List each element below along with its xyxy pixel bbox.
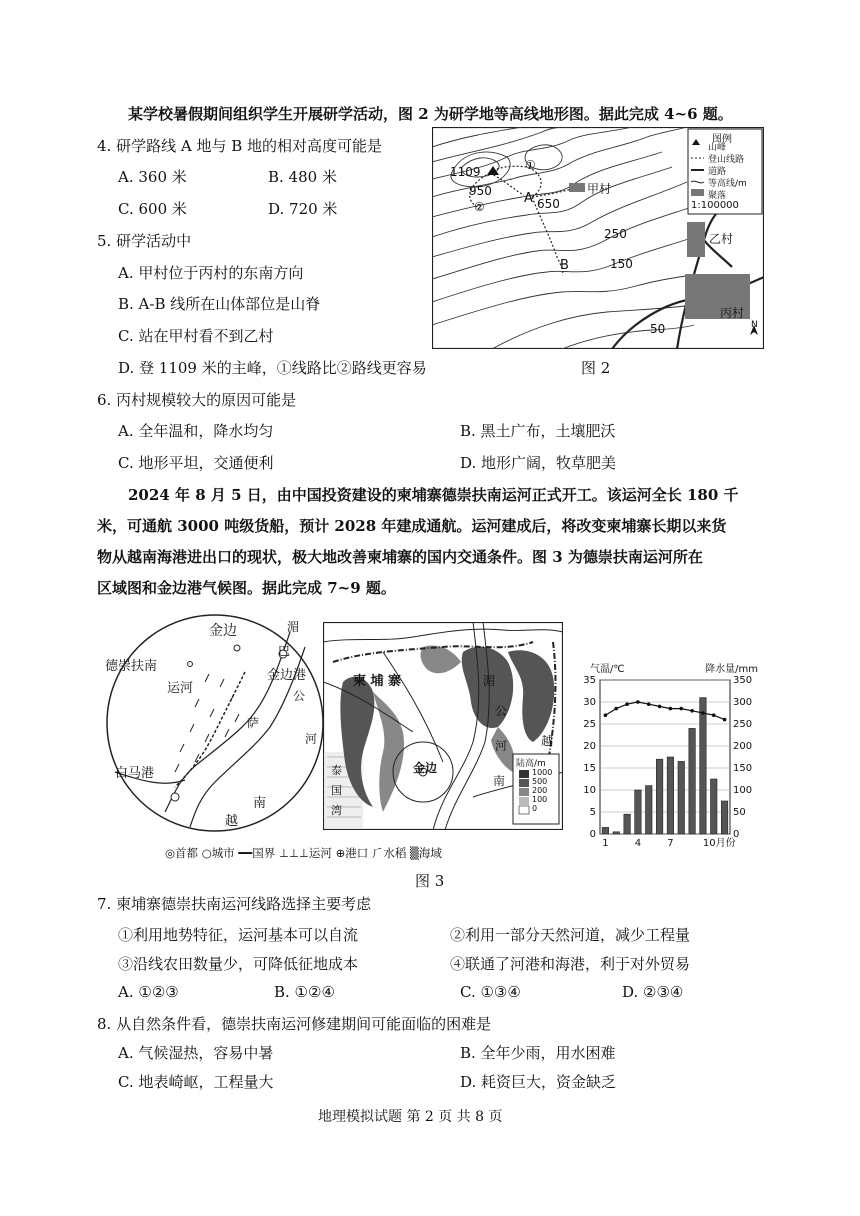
q4-option-c: C. 600 米: [118, 200, 187, 218]
temperature-point: [712, 713, 716, 717]
circle-label-ba: 巴: [278, 644, 291, 658]
precip-bar: [667, 757, 674, 834]
precip-bar: [711, 779, 718, 834]
elevation-0: 0: [532, 804, 538, 813]
left-axis-tick: 35: [583, 675, 596, 686]
q5-option-a: A. 甲村位于丙村的东南方向: [118, 264, 304, 282]
figure-3-region-map: [323, 622, 563, 830]
climate-chart-svg: [570, 660, 760, 850]
region-label-gong: 公: [495, 704, 508, 718]
precip-bar: [646, 786, 653, 834]
label-north: N: [751, 320, 758, 330]
right-axis-tick: 100: [733, 785, 753, 796]
question-4-stem: 4. 研学路线 A 地与 B 地的相对高度可能是: [97, 137, 383, 155]
right-axis-tick: 200: [733, 741, 753, 752]
right-axis-tick: 0: [733, 829, 740, 840]
figure-3-climate-chart: [570, 660, 760, 850]
yi-village-block: [687, 222, 705, 257]
precip-bar: [700, 698, 707, 834]
x-axis-tick: 4: [634, 838, 642, 849]
region-label-nan: 南: [493, 774, 506, 788]
elevation-legend-title: 陆高/m: [516, 759, 546, 769]
circle-label-canal-1: 德崇扶南: [105, 659, 158, 674]
question-6-stem: 6. 丙村规模较大的原因可能是: [97, 391, 297, 409]
label-bing-village: 丙村: [720, 306, 745, 320]
q7-item-3: ③沿线农田数量少，可降低征地成本: [118, 955, 359, 973]
left-axis-tick: 15: [583, 763, 596, 774]
q7-option-b: B. ①②④: [274, 983, 335, 1001]
legend-road: 道路: [708, 167, 727, 177]
temperature-point: [658, 705, 662, 709]
left-axis-tick: 0: [589, 829, 596, 840]
jia-village-block: [569, 183, 585, 192]
q8-option-a: A. 气候湿热，容易中暑: [118, 1044, 274, 1062]
figure-3-circle-map: [105, 612, 325, 834]
temperature-point: [669, 707, 673, 711]
x-axis-tick: 7: [667, 838, 674, 849]
q5-option-d: D. 登 1109 米的主峰，①线路比②路线更容易: [118, 359, 427, 377]
precip-bar: [656, 759, 663, 834]
legend-settlement: 聚落: [708, 191, 727, 201]
region-label-yue: 越: [541, 734, 554, 748]
q7-item-2: ②利用一部分天然河道，减少工程量: [450, 926, 691, 944]
circle-label-yue: 越: [225, 814, 239, 829]
region-label-wan: 湾: [331, 804, 342, 817]
legend-scale: 1:100000: [691, 200, 739, 211]
legend-title: 图例: [712, 134, 732, 145]
temperature-point: [636, 700, 640, 704]
temperature-point: [625, 702, 629, 706]
label-peak-1109: 1109: [450, 165, 481, 179]
elevation-500: 500: [532, 777, 548, 786]
figure-2-caption: 图 2: [581, 359, 611, 377]
elevation-1000: 1000: [532, 768, 553, 777]
region-label-mei: 湄: [483, 674, 496, 688]
circle-label-nan: 南: [253, 796, 267, 811]
q4-option-b: B. 480 米: [268, 168, 337, 186]
q5-option-b: B. A-B 线所在山体部位是山脊: [118, 295, 321, 313]
precip-bar: [635, 790, 642, 834]
label-contour-650: 650: [537, 197, 560, 211]
question-5-stem: 5. 研学活动中: [97, 232, 192, 250]
circle-label-jinbiangang: 金边港: [267, 668, 307, 683]
right-axis-tick: 250: [733, 719, 753, 730]
circle-label-he: 河: [305, 732, 318, 746]
q6-option-b: B. 黑土广布，土壤肥沃: [460, 422, 616, 440]
q8-option-b: B. 全年少雨，用水困难: [460, 1044, 616, 1062]
circle-label-jinbian: 金边: [209, 623, 237, 639]
label-point-a: A: [524, 191, 533, 206]
q4-option-d: D. 720 米: [268, 200, 338, 218]
label-contour-950: 950: [469, 184, 492, 198]
q8-option-c: C. 地表崎岖，工程量大: [118, 1073, 274, 1091]
label-contour-150: 150: [610, 257, 633, 271]
temperature-point: [679, 707, 683, 711]
precip-bar: [624, 814, 631, 834]
circle-label-canal-2: 运河: [167, 681, 194, 696]
intro-2-line-4: 区域图和金边港气候图。据此完成 7~9 题。: [97, 579, 396, 597]
precip-bar: [678, 761, 685, 834]
q7-item-4: ④联通了河港和海港，利于对外贸易: [450, 955, 691, 973]
label-yi-village: 乙村: [709, 232, 734, 246]
region-label-guo: 国: [331, 784, 342, 797]
legend-peak: 山峰: [708, 143, 727, 153]
page-footer: 地理模拟试题 第 2 页 共 8 页: [318, 1109, 503, 1125]
left-axis-tick: 5: [589, 807, 596, 818]
elevation-100: 100: [532, 795, 548, 804]
intro-2-line-3: 物从越南海港进出口的现状，极大地改善柬埔寨的国内交通条件。图 3 为德崇扶南运河所在: [97, 548, 703, 566]
q7-option-c: C. ①③④: [460, 983, 521, 1001]
q7-option-a: A. ①②③: [118, 983, 179, 1001]
precip-bar: [689, 728, 696, 834]
q7-option-d: D. ②③④: [622, 983, 684, 1001]
region-label-cambodia: 柬 埔 寨: [353, 674, 402, 689]
label-contour-250: 250: [604, 227, 627, 241]
intro-2-line-2: 米，可通航 3000 吨级货船，预计 2028 年建成通航。运河建成后，将改变柬埔寨长期以来货: [97, 517, 727, 535]
x-axis-tick: 1: [602, 838, 609, 849]
temperature-point: [614, 707, 618, 711]
circle-label-sa: 萨: [247, 716, 260, 730]
label-contour-50: 50: [650, 322, 666, 336]
figure-3-caption: 图 3: [415, 872, 445, 890]
figure-3-legend-row: ◎首都 ○城市 ━━国界 ⊥⊥⊥运河 ⊕港口 ⺁水稻 ▒海域: [165, 846, 442, 860]
label-route-2: ②: [474, 200, 485, 214]
region-label-jinbian: 金边: [413, 761, 438, 775]
question-7-stem: 7. 柬埔寨德崇扶南运河线路选择主要考虑: [97, 895, 372, 913]
circle-label-baima: 白马港: [115, 766, 155, 781]
right-axis-tick: 150: [733, 763, 753, 774]
left-axis-tick: 20: [583, 741, 596, 752]
right-axis-label: 降水量/mm: [705, 664, 758, 675]
precip-bar: [721, 801, 728, 834]
right-axis-tick: 300: [733, 697, 753, 708]
q6-option-a: A. 全年温和，降水均匀: [118, 422, 274, 440]
temperature-point: [701, 711, 705, 715]
precip-bar: [613, 832, 620, 834]
q5-option-c: C. 站在甲村看不到乙村: [118, 327, 274, 345]
x-axis-tick: 10月份: [702, 838, 736, 849]
intro-2-line-1: 2024 年 8 月 5 日，由中国投资建设的柬埔寨德崇扶南运河正式开工。该运河全长 180 千: [128, 486, 739, 504]
legend-contour: 等高线/m: [708, 179, 747, 189]
region-label-tai: 泰: [331, 764, 342, 777]
precip-bar: [602, 827, 609, 834]
q8-option-d: D. 耗资巨大，资金缺乏: [460, 1073, 617, 1091]
elevation-200: 200: [532, 786, 548, 795]
question-8-stem: 8. 从自然条件看，德崇扶南运河修建期间可能面临的困难是: [97, 1015, 492, 1033]
q4-option-a: A. 360 米: [118, 168, 187, 186]
circle-label-gong: 公: [293, 689, 306, 703]
right-axis-tick: 50: [733, 807, 746, 818]
region-label-he: 河: [495, 739, 508, 753]
left-axis-tick: 30: [583, 697, 596, 708]
label-jia-village: 甲村: [587, 182, 612, 196]
label-point-b: B: [560, 258, 569, 273]
q6-option-d: D. 地形广阔，牧草肥美: [460, 454, 617, 472]
temperature-point: [723, 718, 727, 722]
legend-hiking-route: 登山线路: [708, 155, 745, 165]
q6-option-c: C. 地形平坦，交通便利: [118, 454, 274, 472]
figure-2-contour-map: [432, 127, 764, 349]
temperature-point: [604, 713, 608, 717]
circle-label-mei: 湄: [287, 620, 300, 634]
temperature-point: [647, 702, 651, 706]
temperature-point: [690, 709, 694, 713]
label-route-1: ①: [525, 158, 536, 172]
left-axis-label: 气温/℃: [590, 664, 625, 675]
q7-item-1: ①利用地势特征，运河基本可以自流: [118, 926, 359, 944]
intro-text-1: 某学校暑假期间组织学生开展研学活动，图 2 为研学地等高线地形图。据此完成 4~6 题。: [128, 105, 733, 123]
left-axis-tick: 25: [583, 719, 596, 730]
left-axis-tick: 10: [583, 785, 596, 796]
right-axis-tick: 350: [733, 675, 753, 686]
